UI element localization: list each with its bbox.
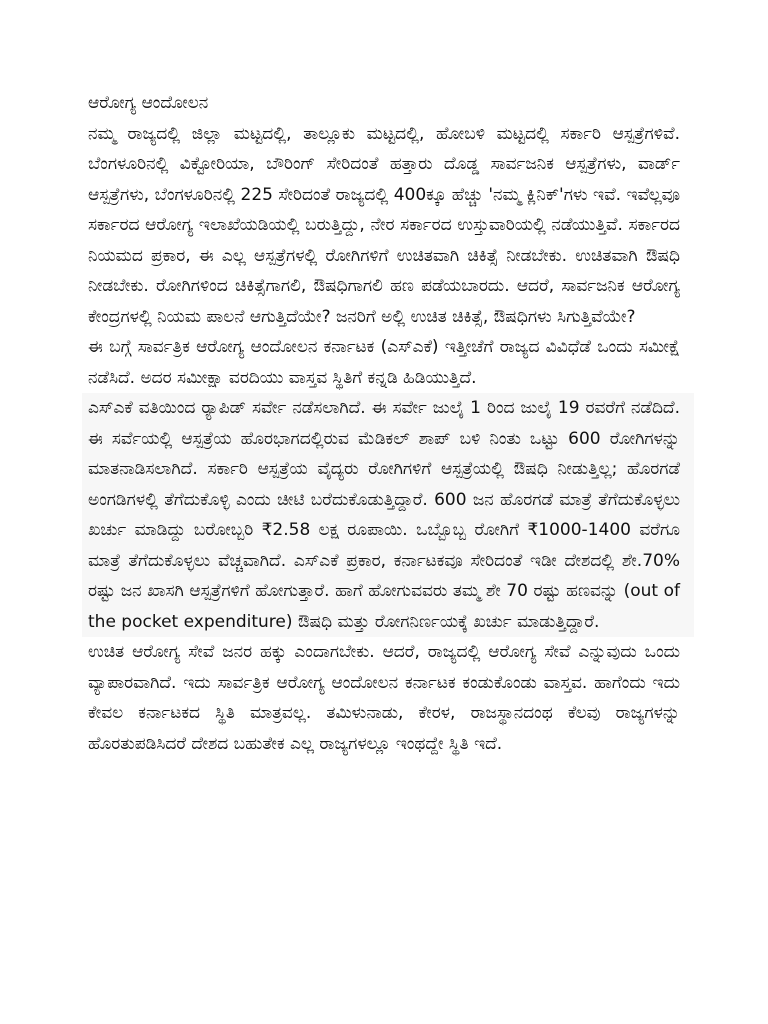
- paragraph-survey-intro: ಈ ಬಗ್ಗೆ ಸಾರ್ವತ್ರಿಕ ಆರೋಗ್ಯ ಆಂದೋಲನ ಕರ್ನಾಟಕ (ಎಸ್‌ಎಕೆ) ಇತ್ತೀಚೆಗೆ ರಾಜ್ಯದ ವಿವಿಧೆಡೆ ಒಂದು ಸಮೀಕ್ಷೆ ನಡೆಸಿದೆ. ಅದರ ಸಮೀಕ್ಷಾ ವರದಿಯು ವಾಸ್ತವ ಸ್ಥಿತಿಗೆ ಕನ್ನಡಿ ಹಿಡಿಯುತ್ತಿದೆ.: [88, 337, 680, 388]
- document-title: ಆರೋಗ್ಯ ಆಂದೋಲನ: [88, 93, 209, 113]
- document-body: [88, 88, 680, 759]
- paragraph-survey-findings: ಎಸ್‌ಎಕೆ ವತಿಯಿಂದ ರ್‍ಯಾಪಿಡ್ ಸರ್ವೇ ನಡೆಸಲಾಗಿದೆ. ಈ ಸರ್ವೇ ಜುಲೈ 1 ರಿಂದ ಜುಲೈ 19 ರವರೆಗೆ ನಡೆದಿದೆ. ಈ ಸರ್ವೆಯಲ್ಲಿ ಆಸ್ಪತ್ರೆಯ ಹೊರಭಾಗದಲ್ಲಿರುವ ಮೆಡಿಕಲ್ ಶಾಪ್ ಬಳಿ ನಿಂತು ಒಟ್ಟು 600 ರೋಗಿಗಳನ್ನು ಮಾತನಾಡಿಸಲಾಗಿದೆ. ಸರ್ಕಾರಿ ಆಸ್ಪತ್ರೆಯ ವೈದ್ಯರು ರೋಗಿಗಳಿಗೆ ಆಸ್ಪತ್ರೆಯಲ್ಲಿ ಔಷಧಿ ನೀಡುತ್ತಿಲ್ಲ; ಹೊರಗಡೆ ಅಂಗಡಿಗಳಲ್ಲಿ ತೆಗೆದುಕೊಳ್ಳಿ ಎಂದು ಚೀಟಿ ಬರೆದುಕೊಡುತ್ತಿದ್ದಾರೆ. 600 ಜನ ಹೊರಗಡೆ ಮಾತ್ರೆ ತೆಗೆದುಕೊಳ್ಳಲು ಖರ್ಚು ಮಾಡಿದ್ದು ಬರೋಬ್ಬರಿ ₹2.58 ಲಕ್ಷ ರೂಪಾಯಿ. ಒಬ್ಬೊಬ್ಬ ರೋಗಿಗೆ ₹1000-1400 ವರೆಗೂ ಮಾತ್ರೆ ತೆಗೆದುಕೊಳ್ಳಲು ವೆಚ್ಚವಾಗಿದೆ. ಎಸ್‌ಎಕೆ ಪ್ರಕಾರ, ಕರ್ನಾಟಕವೂ ಸೇರಿದಂತೆ ಇಡೀ ದೇಶದಲ್ಲಿ ಶೇ.70% ರಷ್ಟು ಜನ ಖಾಸಗಿ ಆಸ್ಪತ್ರೆಗಳಿಗೆ ಹೋಗುತ್ತಾರೆ. ಹಾಗೆ ಹೋಗುವವರು ತಮ್ಮ ಶೇ 70 ರಷ್ಟು ಹಣವನ್ನು (out of the pocket expenditure) ಔಷಧಿ ಮತ್ತು ರೋಗನಿರ್ಣಯಕ್ಕೆ ಖರ್ಚು ಮಾಡುತ್ತಿದ್ದಾರೆ.: [82, 393, 694, 637]
- paragraph-hospitals: ನಮ್ಮ ರಾಜ್ಯದಲ್ಲಿ ಜಿಲ್ಲಾ ಮಟ್ಟದಲ್ಲಿ, ತಾಲ್ಲೂಕು ಮಟ್ಟದಲ್ಲಿ, ಹೋಬಳಿ ಮಟ್ಟದಲ್ಲಿ ಸರ್ಕಾರಿ ಆಸ್ಪತ್ರೆಗಳಿವೆ. ಬೆಂಗಳೂರಿನಲ್ಲಿ ವಿಕ್ಟೋರಿಯಾ, ಬೌರಿಂಗ್ ಸೇರಿದಂತೆ ಹತ್ತಾರು ದೊಡ್ಡ ಸಾರ್ವಜನಿಕ ಆಸ್ಪತ್ರೆಗಳು, ವಾರ್ಡ್ ಆಸ್ಪತ್ರೆಗಳು, ಬೆಂಗಳೂರಿನಲ್ಲಿ 225 ಸೇರಿದಂತೆ ರಾಜ್ಯದಲ್ಲಿ 400ಕ್ಕೂ ಹೆಚ್ಚು 'ನಮ್ಮ ಕ್ಲಿನಿಕ್'ಗಳು ಇವೆ. ಇವೆಲ್ಲವೂ ಸರ್ಕಾರದ ಆರೋಗ್ಯ ಇಲಾಖೆಯಡಿಯಲ್ಲಿ ಬರುತ್ತಿದ್ದು, ನೇರ ಸರ್ಕಾರದ ಉಸ್ತುವಾರಿಯಲ್ಲಿ ನಡೆಯುತ್ತಿವೆ. ಸರ್ಕಾರದ ನಿಯಮದ ಪ್ರಕಾರ, ಈ ಎಲ್ಲ ಆಸ್ಪತ್ರೆಗಳಲ್ಲಿ ರೋಗಿಗಳಿಗೆ ಉಚಿತವಾಗಿ ಚಿಕಿತ್ಸೆ ನೀಡಬೇಕು. ಉಚಿತವಾಗಿ ಔಷಧಿ ನೀಡಬೇಕು. ರೋಗಿಗಳಿಂದ ಚಿಕಿತ್ಸೆಗಾಗಲಿ, ಔಷಧಿಗಾಗಲಿ ಹಣ ಪಡೆಯಬಾರದು. ಆದರೆ, ಸಾರ್ವಜನಿಕ ಆರೋಗ್ಯ ಕೇಂದ್ರಗಳಲ್ಲಿ ನಿಯಮ ಪಾಲನೆ ಆಗುತ್ತಿದೆಯೇ? ಜನರಿಗೆ ಅಲ್ಲಿ ಉಚಿತ ಚಿಕಿತ್ಸೆ, ಔಷಧಿಗಳು ಸಿಗುತ್ತಿವೆಯೇ?: [88, 123, 680, 327]
- paragraph-conclusion: ಉಚಿತ ಆರೋಗ್ಯ ಸೇವೆ ಜನರ ಹಕ್ಕು ಎಂದಾಗಬೇಕು. ಆದರೆ, ರಾಜ್ಯದಲ್ಲಿ ಆರೋಗ್ಯ ಸೇವೆ ಎನ್ನುವುದು ಒಂದು ವ್ಯಾಪಾರವಾಗಿದೆ. ಇದು ಸಾರ್ವತ್ರಿಕ ಆರೋಗ್ಯ ಆಂದೋಲನ ಕರ್ನಾಟಕ ಕಂಡುಕೊಂಡು ವಾಸ್ತವ. ಹಾಗೆಂದು ಇದು ಕೇವಲ ಕರ್ನಾಟಕದ ಸ್ಥಿತಿ ಮಾತ್ರವಲ್ಲ. ತಮಿಳುನಾಡು, ಕೇರಳ, ರಾಜಸ್ಥಾನದಂಥ ಕೆಲವು ರಾಜ್ಯಗಳನ್ನು ಹೊರತುಪಡಿಸಿದರೆ ದೇಶದ ಬಹುತೇಕ ಎಲ್ಲ ರಾಜ್ಯಗಳಲ್ಲೂ ಇಂಥದ್ದೇ ಸ್ಥಿತಿ ಇದೆ.: [88, 642, 680, 754]
